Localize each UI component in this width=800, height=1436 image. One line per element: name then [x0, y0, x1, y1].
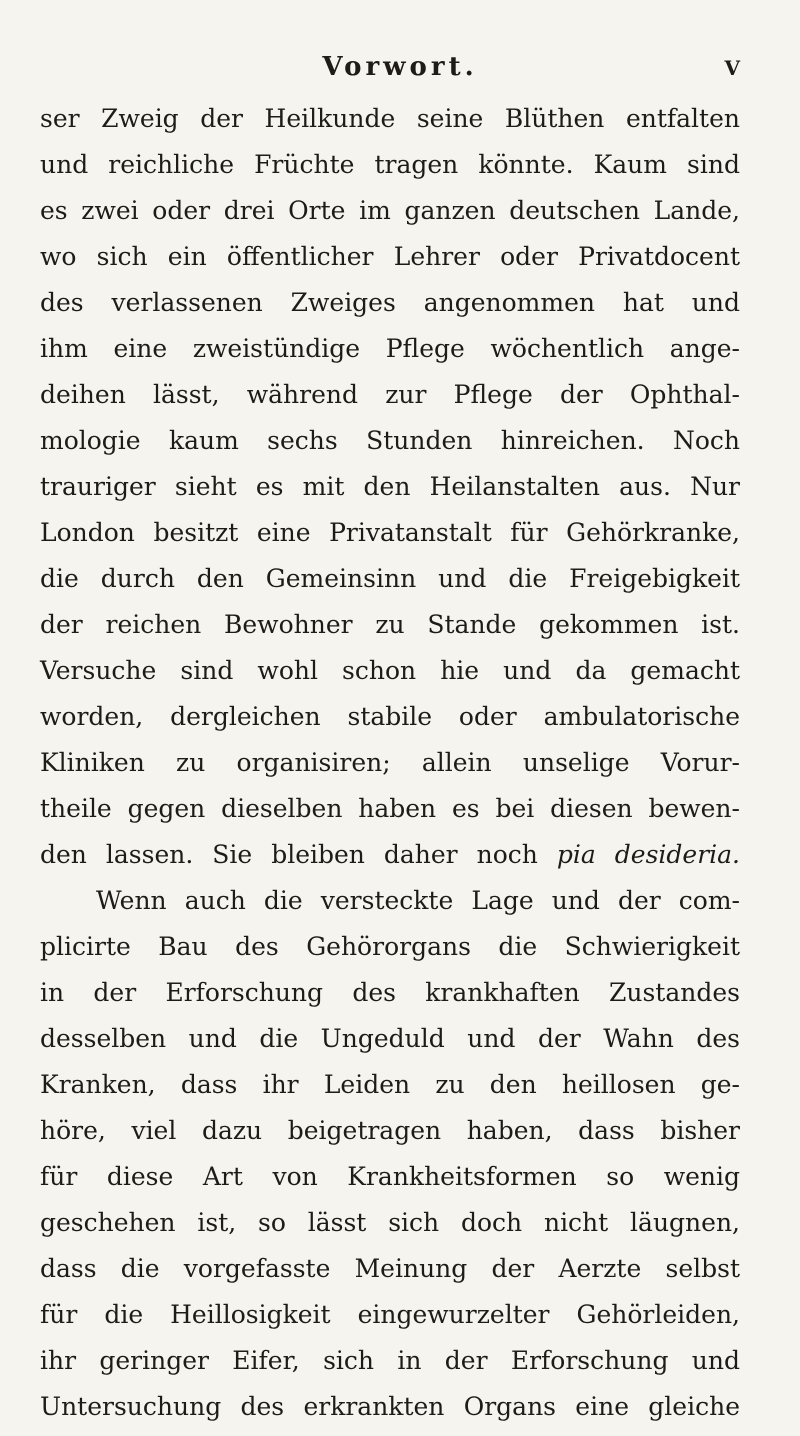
text-line-with-italic	[40, 832, 740, 878]
text-line: ser Zweig der Heilkunde seine Blüthen entfalten	[40, 104, 740, 133]
text-line: trauriger sieht es mit den Heilanstalten aus. Nur	[40, 472, 740, 501]
text-line: mologie kaum sechs Stunden hinreichen. Noch	[40, 426, 740, 455]
text-line: Untersuchung des erkrankten Organs eine gleiche	[40, 1392, 740, 1421]
text-line: in der Erforschung des krankhaften Zustandes	[40, 978, 740, 1007]
text-line: des verlassenen Zweiges angenommen hat und	[40, 288, 740, 317]
paragraph-first-line: Wenn auch die versteckte Lage und der com-	[96, 886, 740, 915]
text-line: London besitzt eine Privatanstalt für Gehörkranke,	[40, 518, 740, 547]
text-line: für die Heillosigkeit eingewurzelter Gehörleiden,	[40, 1300, 740, 1329]
text-line: ihr geringer Eifer, sich in der Erforschung und	[40, 1346, 740, 1375]
text-line: für diese Art von Krankheitsformen so wenig	[40, 1162, 740, 1191]
text-line: Kranken, dass ihr Leiden zu den heillosen ge-	[40, 1070, 740, 1099]
text-line-start: den lassen. Sie bleiben daher noch	[40, 840, 538, 869]
text-line: dass die vorgefasste Meinung der Aerzte selbst	[40, 1254, 740, 1283]
text-line: und reichliche Früchte tragen könnte. Kaum sind	[40, 150, 740, 179]
text-line: Kliniken zu organisiren; allein unselige Vorur-	[40, 748, 740, 777]
text-line: ihm eine zweistündige Pflege wöchentlich ange-	[40, 334, 740, 363]
text-line: es zwei oder drei Orte im ganzen deutschen Lande,	[40, 196, 740, 225]
text-line: Versuche sind wohl schon hie und da gemacht	[40, 656, 740, 685]
body-text	[40, 96, 740, 1430]
page-number: V	[724, 56, 740, 80]
text-line: theile gegen dieselben haben es bei diesen bewen-	[40, 794, 740, 823]
text-line: worden, dergleichen stabile oder ambulatorische	[40, 702, 740, 731]
text-line: höre, viel dazu beigetragen haben, dass bisher	[40, 1116, 740, 1145]
text-line: plicirte Bau des Gehörorgans die Schwierigkeit	[40, 932, 740, 961]
text-line: geschehen ist, so lässt sich doch nicht läugnen,	[40, 1208, 740, 1237]
text-line: deihen lässt, während zur Pflege der Ophthal-	[40, 380, 740, 409]
text-line: die durch den Gemeinsinn und die Freigebigkeit	[40, 564, 740, 593]
running-head	[0, 52, 800, 92]
italic-phrase: pia desideria.	[556, 840, 740, 869]
running-title: Vorwort.	[322, 52, 478, 82]
text-line: wo sich ein öffentlicher Lehrer oder Privatdocent	[40, 242, 740, 271]
text-line: der reichen Bewohner zu Stande gekommen ist.	[40, 610, 740, 639]
text-line: desselben und die Ungeduld und der Wahn des	[40, 1024, 740, 1053]
